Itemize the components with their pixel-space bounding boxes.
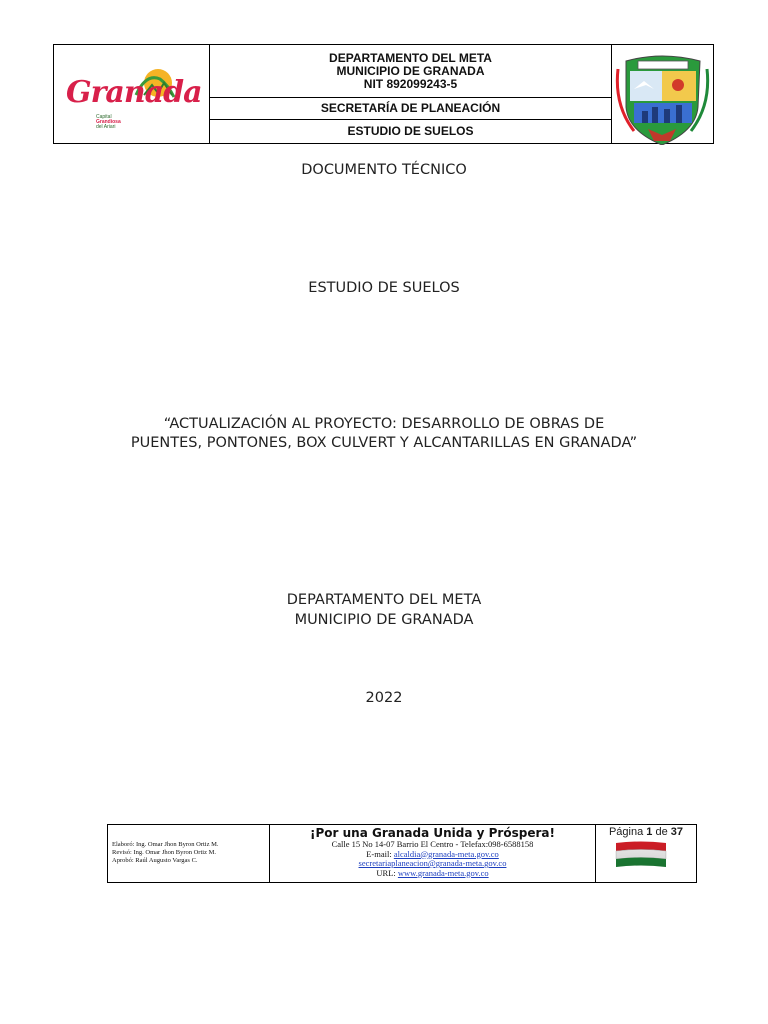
project-title-line-1: “ACTUALIZACIÓN AL PROYECTO: DESARROLLO DE OBRAS DE	[163, 416, 605, 432]
footer-url-label: URL:	[376, 867, 398, 878]
header-titles	[210, 45, 612, 143]
header-municipality: MUNICIPIO DE GRANADA	[336, 63, 485, 78]
document-type: DOCUMENTO TÉCNICO	[301, 162, 467, 178]
footer-email-link-1[interactable]: alcaldia@granada-meta.gov.co	[393, 848, 499, 859]
logo-tagline-1: Capital	[96, 114, 112, 120]
footer-url-line	[270, 869, 595, 879]
footer-address: Calle 15 No 14-07 Barrio El Centro - Telefax:098-6588158	[331, 839, 534, 849]
footer-contact	[270, 825, 596, 882]
municipality-name: MUNICIPIO DE GRANADA	[294, 612, 474, 628]
logo-tagline-2: Grandiosa	[96, 119, 121, 125]
granada-flag-icon	[615, 840, 667, 870]
footer-elaboro: Elaboró: Ing. Omar Jhon Byron Ortiz M.	[112, 841, 219, 848]
logo-wordmark: Granada	[66, 75, 202, 110]
study-title: ESTUDIO DE SUELOS	[308, 280, 460, 296]
header-document-title: ESTUDIO DE SUELOS	[347, 124, 474, 138]
footer-reviso: Revisó: Ing. Omar Jhon Byron Ortiz M.	[112, 849, 216, 856]
logo-tagline-3: del Ariari	[96, 124, 116, 130]
footer-email-link-2[interactable]: secretariaplaneacion@granada-meta.gov.co	[358, 858, 507, 868]
footer-aprobo: Aprobó: Raúl Augusto Vargas C.	[112, 857, 198, 864]
footer-authors	[108, 825, 270, 882]
header-nit: NIT 892099243-5	[363, 76, 458, 91]
page-label: Página	[608, 826, 647, 838]
header-department: DEPARTAMENTO DEL META	[329, 50, 492, 65]
page-current: 1	[646, 826, 653, 838]
footer-url-link[interactable]: www.granada-meta.gov.co	[397, 867, 489, 878]
page-of: de	[652, 826, 671, 838]
footer-email-label: E-mail:	[366, 848, 394, 859]
logo-tagline	[96, 115, 121, 130]
page-total: 37	[670, 826, 684, 838]
page-number	[596, 826, 696, 838]
department-name: DEPARTAMENTO DEL META	[286, 592, 482, 608]
coat-of-arms-icon	[612, 45, 713, 143]
granada-logo	[54, 45, 210, 143]
document-footer	[107, 824, 697, 883]
project-title-line-2: PUENTES, PONTONES, BOX CULVERT Y ALCANTARILLAS EN GRANADA”	[130, 435, 638, 451]
document-header	[53, 44, 714, 144]
footer-page-box	[596, 825, 696, 882]
footer-slogan: ¡Por una Granada Unida y Próspera!	[310, 826, 555, 840]
header-secretaria: SECRETARÍA DE PLANEACIÓN	[210, 98, 611, 120]
document-year: 2022	[365, 690, 403, 706]
